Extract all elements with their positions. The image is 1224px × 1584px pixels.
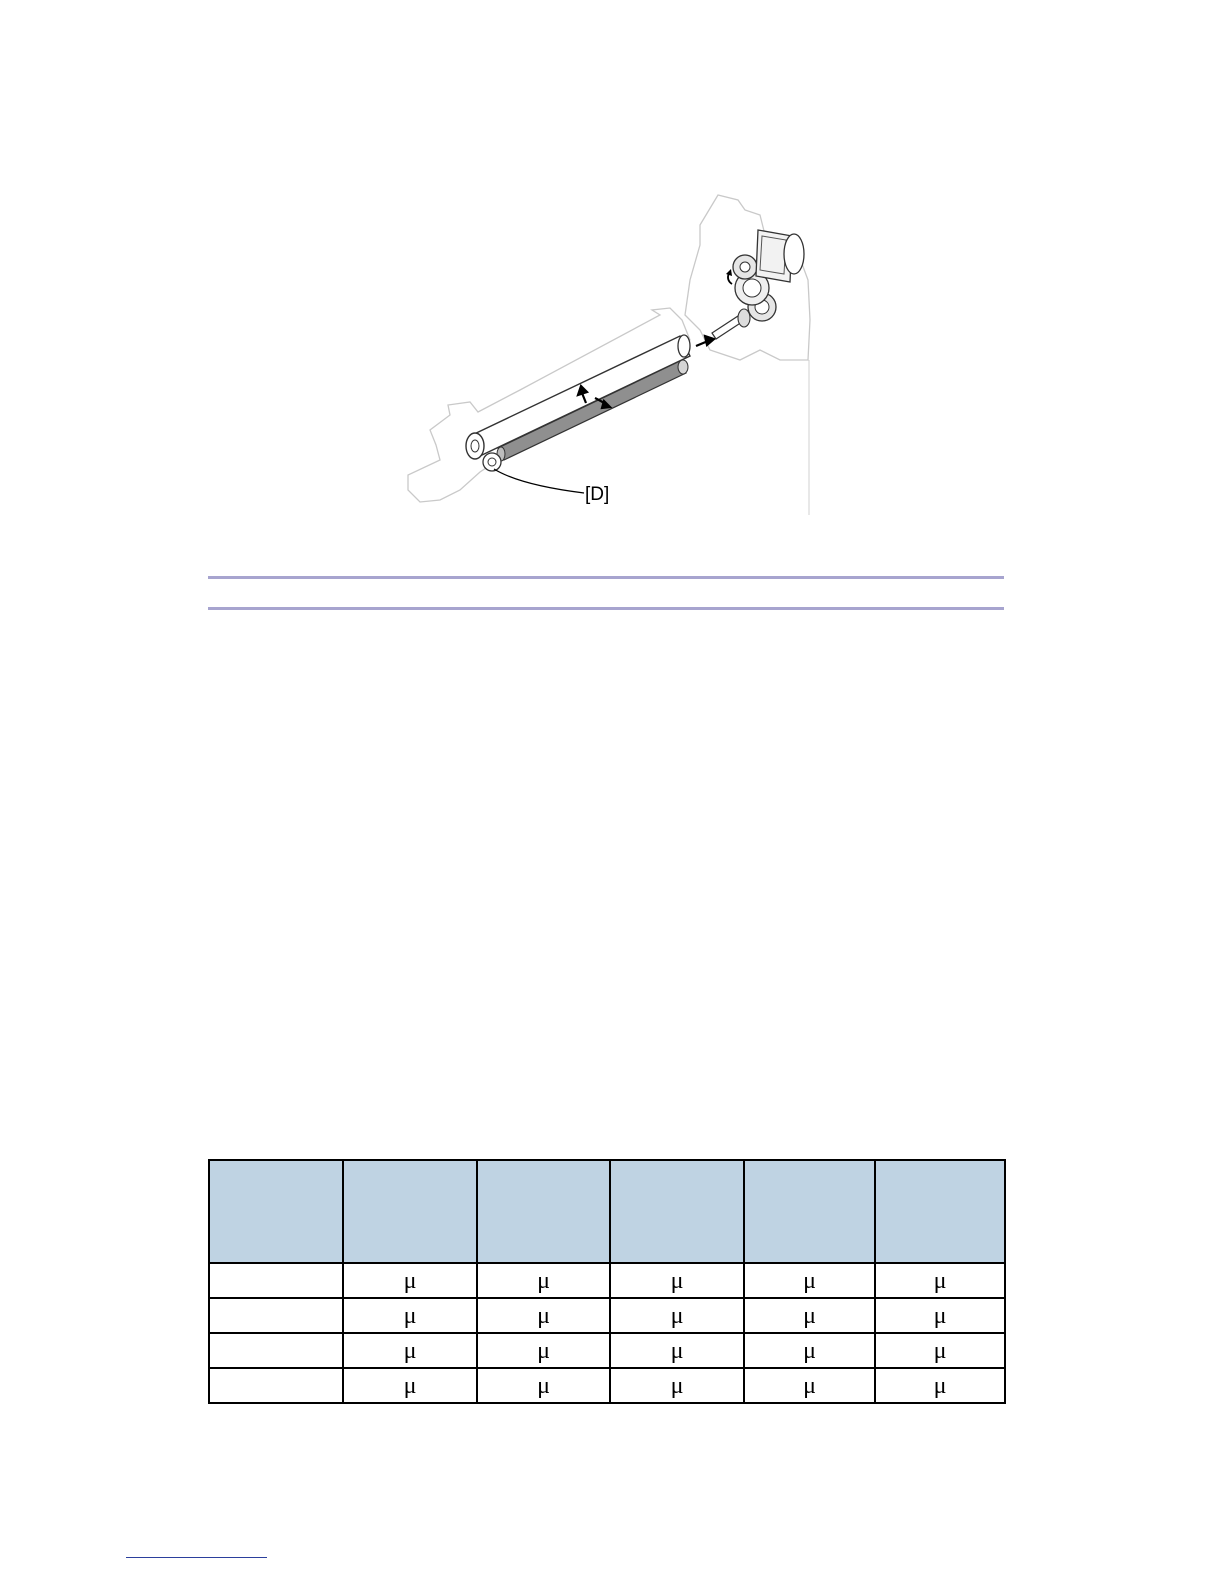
table-cell: μ	[343, 1263, 477, 1298]
table-cell: μ	[875, 1368, 1005, 1403]
table-cell: μ	[343, 1333, 477, 1368]
section-rule-bottom	[208, 607, 1004, 610]
table-header-cell	[610, 1160, 744, 1263]
table-header-cell	[477, 1160, 610, 1263]
section-rule-top	[208, 576, 1004, 579]
table-header-row	[209, 1160, 1005, 1263]
table-cell: μ	[875, 1263, 1005, 1298]
callout-label-d: [D]	[585, 484, 610, 505]
table-cell: μ	[744, 1263, 875, 1298]
table-cell: μ	[744, 1298, 875, 1333]
roller-assembly-drawing	[400, 190, 820, 520]
table-cell: μ	[610, 1333, 744, 1368]
table-header-cell	[875, 1160, 1005, 1263]
drive-shaft	[712, 309, 750, 339]
table-row	[209, 1333, 1005, 1368]
gear-d	[483, 453, 501, 471]
table-cell: μ	[610, 1263, 744, 1298]
table-cell: μ	[875, 1298, 1005, 1333]
table-cell	[209, 1368, 343, 1403]
roller-assembly-figure	[400, 190, 820, 520]
table-cell	[209, 1263, 343, 1298]
table-cell: μ	[477, 1263, 610, 1298]
callout-leader-d	[494, 469, 584, 493]
table-row	[209, 1298, 1005, 1333]
table-cell	[209, 1333, 343, 1368]
table-cell: μ	[477, 1298, 610, 1333]
table-cell: μ	[477, 1333, 610, 1368]
table-header-cell	[343, 1160, 477, 1263]
table-cell: μ	[477, 1368, 610, 1403]
upper-roller	[466, 335, 690, 459]
drive-motor	[756, 230, 804, 282]
table-cell: μ	[343, 1298, 477, 1333]
table-cell: μ	[343, 1368, 477, 1403]
table-header-cell	[744, 1160, 875, 1263]
table-row	[209, 1263, 1005, 1298]
specification-table	[208, 1159, 1006, 1404]
table-cell	[209, 1298, 343, 1333]
table-cell: μ	[610, 1368, 744, 1403]
table-cell: μ	[610, 1298, 744, 1333]
table-header-cell	[209, 1160, 343, 1263]
footer-link-underline[interactable]	[126, 1557, 267, 1558]
table-row	[209, 1368, 1005, 1403]
table-cell: μ	[744, 1368, 875, 1403]
table-cell: μ	[744, 1333, 875, 1368]
table-cell: μ	[875, 1333, 1005, 1368]
